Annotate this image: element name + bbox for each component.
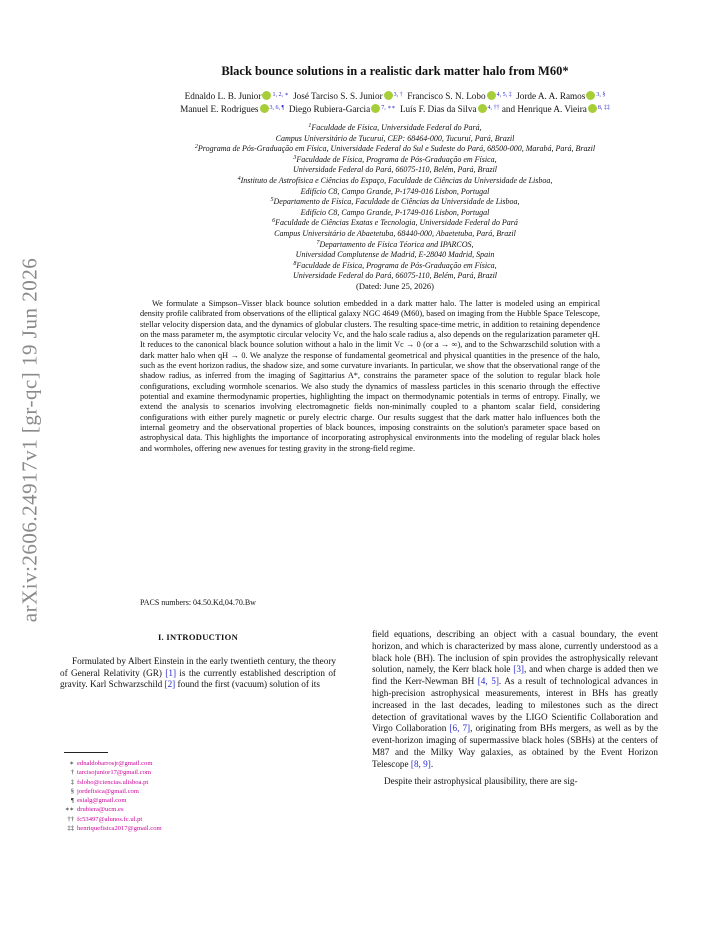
affiliation: $^6$Faculdade de Ciências Exatas e Tecnologia, Universidade Federal do Pará Campus Universitário de Abaetetuba, 68440-000, Abaetetuba, Pará, Brazil (272, 218, 518, 238)
orcid-icon[interactable] (588, 104, 597, 113)
footnote: † tarcisojunior17@gmail.com (70, 769, 152, 777)
author: Luís F. Dias da Silva $^{4, \dagger\dagger}$ (399, 104, 500, 114)
date-line: (Dated: June 25, 2026) (356, 281, 434, 291)
right-column (372, 629, 658, 787)
footnote: ‡‡ henriquefisica2017@gmail.com (67, 825, 162, 833)
affiliation: $^1$Faculdade de Física, Universidade Federal do Pará, Campus Universitário de Tucuruí, CEP: 68464-000, Tucuruí, Pará, Brazil (275, 123, 515, 143)
author: Francisco S. N. Lobo $^{4, 5, \ddagger}$ (407, 91, 512, 101)
email-link[interactable]: ednaldobarrosjr@gmail.com (77, 760, 153, 767)
orcid-icon[interactable] (586, 91, 595, 100)
email-link[interactable]: esialg@gmail.com (77, 797, 127, 805)
author: Manuel E. Rodrigues $^{3, 6, \P}$ (180, 104, 285, 114)
orcid-icon[interactable] (371, 104, 380, 113)
citation-link[interactable]: [2] (164, 679, 176, 690)
pacs-numbers: PACS numbers: 04.50.Kd,04.70.Bw (140, 598, 256, 607)
orcid-icon[interactable] (478, 104, 487, 113)
email-link[interactable]: drubiera@ucm.es (77, 806, 124, 814)
affiliation: $^4$Instituto de Astrofísica e Ciências do Espaço, Faculdade de Ciências da Universidade de Lisboa, Edifício C8, Campo Grande, P-1749-016 Lisbon, Portugal (237, 175, 553, 196)
author: Jorde A. A. Ramos $^{3, \S}$ (516, 91, 606, 101)
author: Henrique A. Vieira $^{8, \ddagger\ddagger}$ (517, 104, 610, 114)
footnote: ∗ ednaldobarrosjr@gmail.com (69, 760, 153, 767)
left-column (60, 632, 336, 691)
affiliation: $^5$Departamento de Física, Faculdade de Ciências da Universidade de Lisboa, Edifício C8, Campo Grande, P-1749-016 Lisbon, Portugal (270, 197, 520, 217)
author: José Tarciso S. S. Junior $^{3, \dagger}$ (293, 91, 403, 101)
citation-link[interactable]: [3] (513, 664, 524, 675)
affiliations (60, 123, 720, 282)
section-title: I. INTRODUCTION (157, 632, 239, 642)
and-word: and (501, 104, 516, 114)
orcid-icon[interactable] (487, 91, 496, 100)
citation-link[interactable]: [4, 5] (477, 676, 499, 687)
author: Ednaldo L. B. Junior $^{1, 2, ∗}$ (184, 91, 289, 101)
author-list (60, 90, 720, 116)
footnote: § jordefisica@gmail.com (70, 787, 139, 795)
affiliation: $^3$Faculdade de Física, Programa de Pós-Graduação em Física, Universidade Federal do Pará, 66075-110, Belém, Pará, Brazil (292, 154, 498, 175)
citation-link[interactable]: [6, 7] (449, 723, 471, 734)
citation-link[interactable]: [8, 9] (410, 758, 431, 769)
email-link[interactable]: tarcisojunior17@gmail.com (77, 769, 152, 777)
orcid-icon[interactable] (384, 91, 393, 100)
affiliation: $^2$Programa de Pós-Graduação em Física, Universidade Federal do Sul e Sudeste do Pará, 68500-000, Marabá, Pará, Brazil (194, 144, 596, 154)
paper-title: Black bounce solutions in a realistic dark matter halo from M60* (221, 64, 569, 78)
abstract: We formulate a Simpson–Visser black bounce solution embedded in a dark matter halo. The latter is modeled using an empirical density profile calibrated from observations of the elliptical galaxy NGC 4649 (M60), based on imaging from the Hubble Space Telescope, stellar velocity dispersion data, and the dynamics of globular clusters. The resulting space-time metric, in addition to retaining dependence on the mass parameter m, the asymptotic circular velocity Vc, and the halo scale radius a, also depends on the regularization parameter qH. It reduces to the canonical black bounce solution without a halo in the limit Vc → 0 (or a → ∞), and to the Schwarzschild solution with a dark matter halo when qH → 0. We analyze the response of fundamental geometrical and physical quantities in the presence of the halo, such as the event horizon radius, the shadow size, and some curvature invariants. In particular, we show that the observational range of the shadow radius, as inferred from the imaging of Sagittarius A*, constrains the parameter space of the solution to regular black hole configurations, excluding wormhole scenarios. We also study the dynamics of massless particles in this scenario through the effective potential and examine thermodynamic properties, highlighting the impact on thermodynamic potentials in terms of entropy. Finally, we extend the analysis to scenarios involving electromagnetic fields non-minimally coupled to a phantom scalar field, considering configurations with either purely magnetic or purely electric charge. Our results suggest that the dark matter halo influences both the internal geometry and the observational properties of black bounces, imposing constraints on the solution's parameter space based on astrophysical data. This highlights the importance of incorporating astrophysical environments into the modeling of regular black holes and wormholes, offering new avenues for testing gravity in the strong-field regime. (140, 299, 600, 453)
intro-paragraph: Despite their astrophysical plausibility, there are sig- (384, 775, 578, 786)
orcid-icon[interactable] (262, 91, 271, 100)
email-link[interactable]: henriquefisica2017@gmail.com (77, 825, 162, 833)
email-link[interactable]: fslobo@ciencias.ulisboa.pt (77, 778, 149, 786)
affiliation: $^8$Faculdade de Física, Programa de Pós-Graduação em Física, Universidade Federal do Pará, 66075-110, Belém, Pará, Brazil (292, 260, 498, 281)
orcid-icon[interactable] (260, 104, 269, 113)
footnote: †† fc53497@alunos.fc.ul.pt (67, 815, 143, 823)
intro-paragraph: field equations, describing an object with a casual boundary, the event horizon, and which is characterized by mass alone, currently understood as a black hole (BH). The inclusion of spin provides the astrophysically relevant solution, namely, the Kerr black hole [3], and when charge is added then we find the Kerr-Newman BH [4, 5]. As a result of technological advances in high-precision astrophysical measurements, interest in BHs has greatly increased in the last decades, leading to milestones such as the direct detection of gravitational waves by the LIGO Scientific Collaboration and Virgo Collaboration [6, 7], originating from BHs mergers, as well as by the event-horizon imaging of supermassive black holes (SBHs) at the centers of M87 and the Milky Way galaxies, as obtained by the Event Horizon Telescope [8, 9]. (372, 629, 659, 769)
email-link[interactable]: jordefisica@gmail.com (77, 787, 139, 795)
footnote: ¶ esialg@gmail.com (71, 797, 127, 805)
arxiv-id-text: arXiv:2606.24917v1 [gr-qc] 19 Jun 2026 (17, 257, 42, 623)
footnote: ∗∗ drubiera@ucm.es (65, 806, 124, 814)
footnote-rule (64, 752, 108, 753)
intro-paragraph: Formulated by Albert Einstein in the early twentieth century, the theory of General Relativity (GR) [1] is the currently established description of gravity. Karl Schwarzschild [2] found the first (vacuum) solution of its (60, 655, 336, 690)
footnotes (64, 759, 162, 833)
email-link[interactable]: fc53497@alunos.fc.ul.pt (77, 815, 143, 823)
affiliation: $^7$Departamento de Física Téorica and IPARCOS, Universidad Complutense de Madrid, E-28040 Madrid, Spain (295, 239, 495, 260)
citation-link[interactable]: [1] (165, 667, 177, 678)
author: Diego Rubiera-Garcia $^{7, ∗∗}$ (288, 104, 396, 114)
footnote: ‡ fslobo@ciencias.ulisboa.pt (70, 778, 149, 786)
arxiv-identifier (8, 200, 52, 680)
